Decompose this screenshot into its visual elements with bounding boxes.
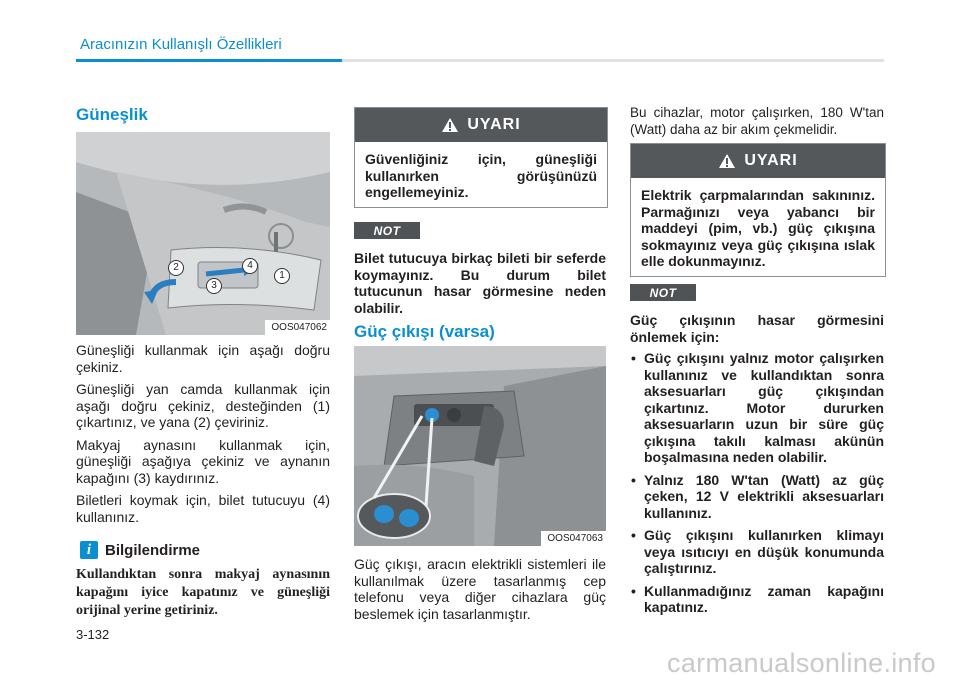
note-intro: Güç çıkışının hasar görmesini önlemek için: — [630, 312, 884, 345]
sunvisor-title: Güneşlik — [76, 105, 148, 124]
watermark: carmanualsonline.info — [667, 648, 936, 678]
image-caption: OOS047062 — [265, 320, 330, 335]
warning-text: Güvenliğiniz için, güneşliği kullanırken görüşünüzü engellemeyiniz. — [365, 151, 597, 200]
section-header: Aracınızın Kullanışlı Özellikleri — [80, 36, 282, 53]
warning-icon — [718, 153, 736, 169]
sunvisor-image — [76, 132, 330, 335]
power-outlet-image — [354, 346, 606, 546]
note-tag: NOT — [354, 222, 420, 239]
list-item: • Güç çıkışını yalnız motor çalışırken kullanınız ve kullandıktan sonra aksesuarları güç çıkışından çıkartınız. Motor dururken aksesuarların uzun bir süre güç çıkışına takılı kalması akünün boşalmasına neden olabilir. — [630, 350, 884, 466]
note-text: Bilet tutucuya birkaç bileti bir seferde koymayınız. Bu durum bilet tutucunun hasar görmesine neden olabilir. — [354, 250, 606, 316]
console-illustration — [354, 346, 606, 546]
callout-1: 1 — [274, 268, 290, 284]
warning-label: UYARI — [467, 116, 521, 133]
paragraph: Makyaj aynasını kullanmak için, güneşliği aşağıya çekiniz ve aynanın kapağını (3) kaydırınız. — [76, 436, 330, 486]
warning-icon — [441, 117, 459, 133]
warning-text: Elektrik çarpmalarından sakınınız. Parmağınızı veya yabancı bir maddeyi (pim, vb.) güç çıkışına sokmayınız veya güç çıkışına ıslak elle dokunmayınız. — [641, 187, 875, 269]
paragraph: Güneşliği kullanmak için aşağı doğru çekiniz. — [76, 342, 330, 375]
callout-4: 4 — [242, 258, 258, 274]
warning-box — [630, 143, 886, 277]
paragraph: Biletleri koymak için, bilet tutucuyu (4) kullanınız. — [76, 492, 330, 525]
sunvisor-illustration — [76, 132, 330, 335]
info-heading — [80, 541, 200, 559]
callout-3: 3 — [206, 278, 222, 294]
list-item: • Kullanmadığınız zaman kapağını kapatınız. — [630, 583, 884, 616]
power-outlet-text: Güç çıkışı, aracın elektrikli sistemleri ile kullanılmak üzere tasarlanmış cep telefonu veya diğer cihazlara güç beslemek için tasarlanmıştır. — [354, 556, 606, 622]
header-rule-accent — [76, 59, 342, 62]
warning-box — [354, 107, 608, 208]
warning-label: UYARI — [744, 152, 798, 169]
note-tag: NOT — [630, 284, 696, 301]
paragraph: Güneşliği yan camda kullanmak için aşağı doğru çekiniz, desteğinden (1) çıkartınız, ve yana (2) çeviriniz. — [76, 381, 330, 430]
warning-header — [631, 144, 885, 178]
info-text: Kullandıktan sonra makyaj aynasının kapağını iyice kapatınız ve güneşliği orijinal yerine getiriniz. — [76, 567, 330, 618]
image-caption: OOS047063 — [541, 531, 606, 546]
header-rule — [76, 59, 884, 62]
note-bullet-list — [630, 350, 884, 622]
sunvisor-text — [76, 342, 330, 531]
callout-2: 2 — [168, 260, 184, 276]
page-number: 3-132 — [76, 627, 110, 642]
info-icon: i — [80, 541, 98, 559]
info-title: Bilgilendirme — [105, 541, 201, 559]
list-item: • Güç çıkışını kullanırken klimayı veya ısıtıcıyı en düşük konumunda çalıştırınız. — [630, 527, 884, 577]
warning-header — [355, 108, 607, 142]
power-outlet-title: Güç çıkışı (varsa) — [354, 322, 495, 341]
list-item: • Yalnız 180 W'tan (Watt) az güç çeken, 12 V elektrikli aksesuarları kullanınız. — [630, 472, 884, 522]
current-limit-text: Bu cihazlar, motor çalışırken, 180 W'tan (Watt) daha az bir akım çekmelidir. — [630, 105, 884, 137]
